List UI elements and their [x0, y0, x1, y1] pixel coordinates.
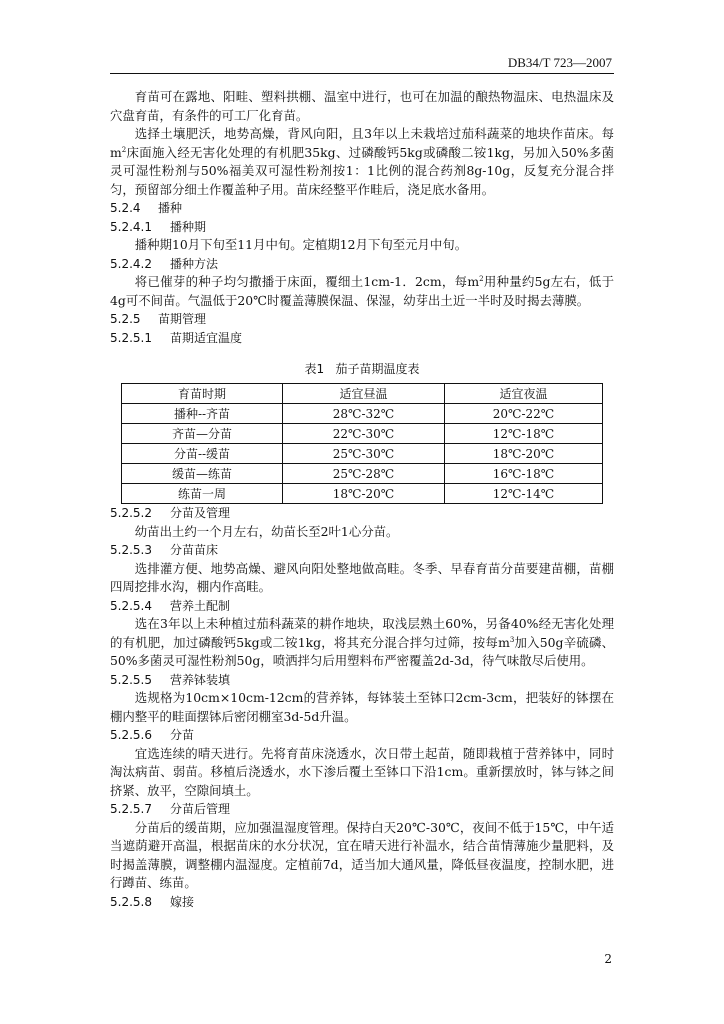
table-cell: 16℃-18℃: [445, 464, 603, 484]
intro-paragraph-2: [110, 125, 614, 199]
table-cell: 12℃-18℃: [445, 424, 603, 444]
section-text-5-2-5-7: 分苗后的缓苗期，应加强温湿度管理。保持白天20℃-30℃，夜间不低于15℃，中午适当遮荫避开高温，根据苗床的水分状况，宜在晴天进行补温水，结合苗情薄施少量肥料，及时揭盖薄膜，调整棚内温湿度。定植前7d，适当加大通风量，降低昼夜温度，控制水肥，进行蹲苗、练苗。: [110, 819, 614, 890]
section-text-5-2-5-6: 宜选连续的晴天进行。先将育苗床浇透水，次日带土起苗，随即栽植于营养钵中，同时淘汰病苗、弱苗。移植后浇透水，水下渗后覆土至钵口下沿1cm。重新摆放时，钵与钵之间挤紧、放平，空隙间填土。: [110, 745, 614, 798]
header-rule: [110, 73, 614, 74]
section-text-5-2-5-5: 选规格为10cm×10cm-12cm的营养钵，每钵装土至钵口2cm-3cm，把装好的钵摆在棚内整平的畦面摆钵后密闭棚室3d-5d升温。: [110, 690, 614, 724]
table-cell: 练苗一周: [122, 484, 283, 504]
table-cell: 25℃-30℃: [283, 444, 445, 464]
section-heading-5-2-5-8: 5.2.5.8 嫁接: [110, 894, 195, 909]
table-cell: 28℃-32℃: [283, 404, 445, 424]
table-row: [122, 424, 603, 444]
section-heading-5-2-5-6: 5.2.5.6 分苗: [110, 728, 195, 742]
table-cell: 缓苗—练苗: [122, 464, 283, 484]
unit-m3: $m^3$: [498, 634, 515, 650]
table-header-cell: 适宜夜温: [445, 384, 603, 404]
table-cell: 18℃-20℃: [283, 484, 445, 504]
table-cell: 分苗--缓苗: [122, 444, 283, 464]
table-row: [122, 484, 603, 504]
table-row: [122, 444, 603, 464]
table-cell: 25℃-28℃: [283, 464, 445, 484]
section-heading-5-2-5-1: 5.2.5.1 苗期适宜温度: [110, 330, 243, 345]
section-heading-5-2-4-1: 5.2.4.1 播种期: [110, 219, 207, 234]
page-number: 2: [604, 952, 612, 966]
document-body: [110, 88, 614, 911]
section-text-5-2-4-2: 将已催芽的种子均匀撒播于床面，覆细土1cm-1．2cm，每$m^2$用种量约5g左右，低于4g可不间苗。气温低于20℃时覆盖薄膜保温、保湿，幼芽出土近一半时及时揭去薄膜。: [110, 274, 614, 308]
section-text-5-2-5-3: 选排灌方便、地势高燥、避风向阳处整地做高畦。冬季、早春育苗分苗要建苗棚，苗棚四周挖排水沟，棚内作高畦。: [110, 560, 614, 594]
section-heading-5-2-4: 5.2.4 播种: [110, 201, 183, 215]
intro-paragraph-2-cont: 床面施入经无害化处理的有机肥35kg、过磷酸钙5kg或磷酸二铵1kg，另加入50%多菌灵可湿性粉剂与50%福美双可湿性粉剂按1：1比例的混合药剂8g-10g，反复充分混合拌匀，预留部分细土作覆盖种子用。苗床经整平作畦后，浇足底水备用。: [110, 144, 614, 197]
seedling-temperature-table: [121, 383, 603, 504]
section-heading-5-2-5-5: 5.2.5.5 营养钵装填: [110, 672, 231, 687]
table-caption: 表1 茄子苗期温度表: [304, 362, 420, 376]
section-heading-5-2-5: 5.2.5 苗期管理: [110, 312, 207, 326]
table-header-cell: 适宜昼温: [283, 384, 445, 404]
unit-m2: $m^2$: [467, 274, 484, 289]
standard-code: DB34/T 723—2007: [507, 55, 612, 70]
section-text-5-2-4-1: 播种期10月下旬至11月中旬。定植期12月下旬至元月中旬。: [134, 237, 468, 252]
table-header-cell: 育苗时期: [122, 384, 283, 404]
section-heading-5-2-4-2: 5.2.4.2 播种方法: [110, 256, 219, 271]
table-cell: 齐苗—分苗: [122, 424, 283, 444]
unit-m2: $m^2$: [110, 144, 127, 160]
section-heading-5-2-5-3: 5.2.5.3 分苗苗床: [110, 543, 219, 557]
table-cell: 20℃-22℃: [445, 404, 603, 424]
section-heading-5-2-5-7: 5.2.5.7 分苗后管理: [110, 802, 231, 816]
table-row: [122, 464, 603, 484]
table-cell: 播种--齐苗: [122, 404, 283, 424]
table-header-row: [122, 384, 603, 404]
table-cell: 12℃-14℃: [445, 484, 603, 504]
intro-paragraph-1: 育苗可在露地、阳畦、塑料拱棚、温室中进行，也可在加温的酿热物温床、电热温床及穴盘育苗，有条件的可工厂化育苗。: [110, 89, 614, 123]
section-heading-5-2-5-2: 5.2.5.2 分苗及管理: [110, 506, 231, 520]
section-text-5-2-5-4: 选在3年以上未种植过茄科蔬菜的耕作地块，取浅层熟土60%，另备40%经无害化处理的有机肥，加过磷酸钙5kg或二铵1kg，将其充分混合拌匀过筛，按每$m^3$加入50g辛硫磷、50%多菌灵可湿性粉剂50g，喷洒拌匀后用塑料布严密覆盖2d-3d，待气味散尽后使用。: [110, 616, 614, 668]
section-text-5-2-5-2: 幼苗出土约一个月左右，幼苗长至2叶1心分苗。: [134, 523, 399, 539]
table-cell: 22℃-30℃: [283, 424, 445, 444]
intro-paragraph-2-text: 选择土壤肥沃，地势高燥，背风向阳，且3年以上未栽培过茄科蔬菜的地块作苗床。每: [134, 126, 614, 141]
table-cell: 18℃-20℃: [445, 444, 603, 464]
section-heading-5-2-5-4: 5.2.5.4 营养土配制: [110, 598, 231, 613]
table-row: [122, 404, 603, 424]
